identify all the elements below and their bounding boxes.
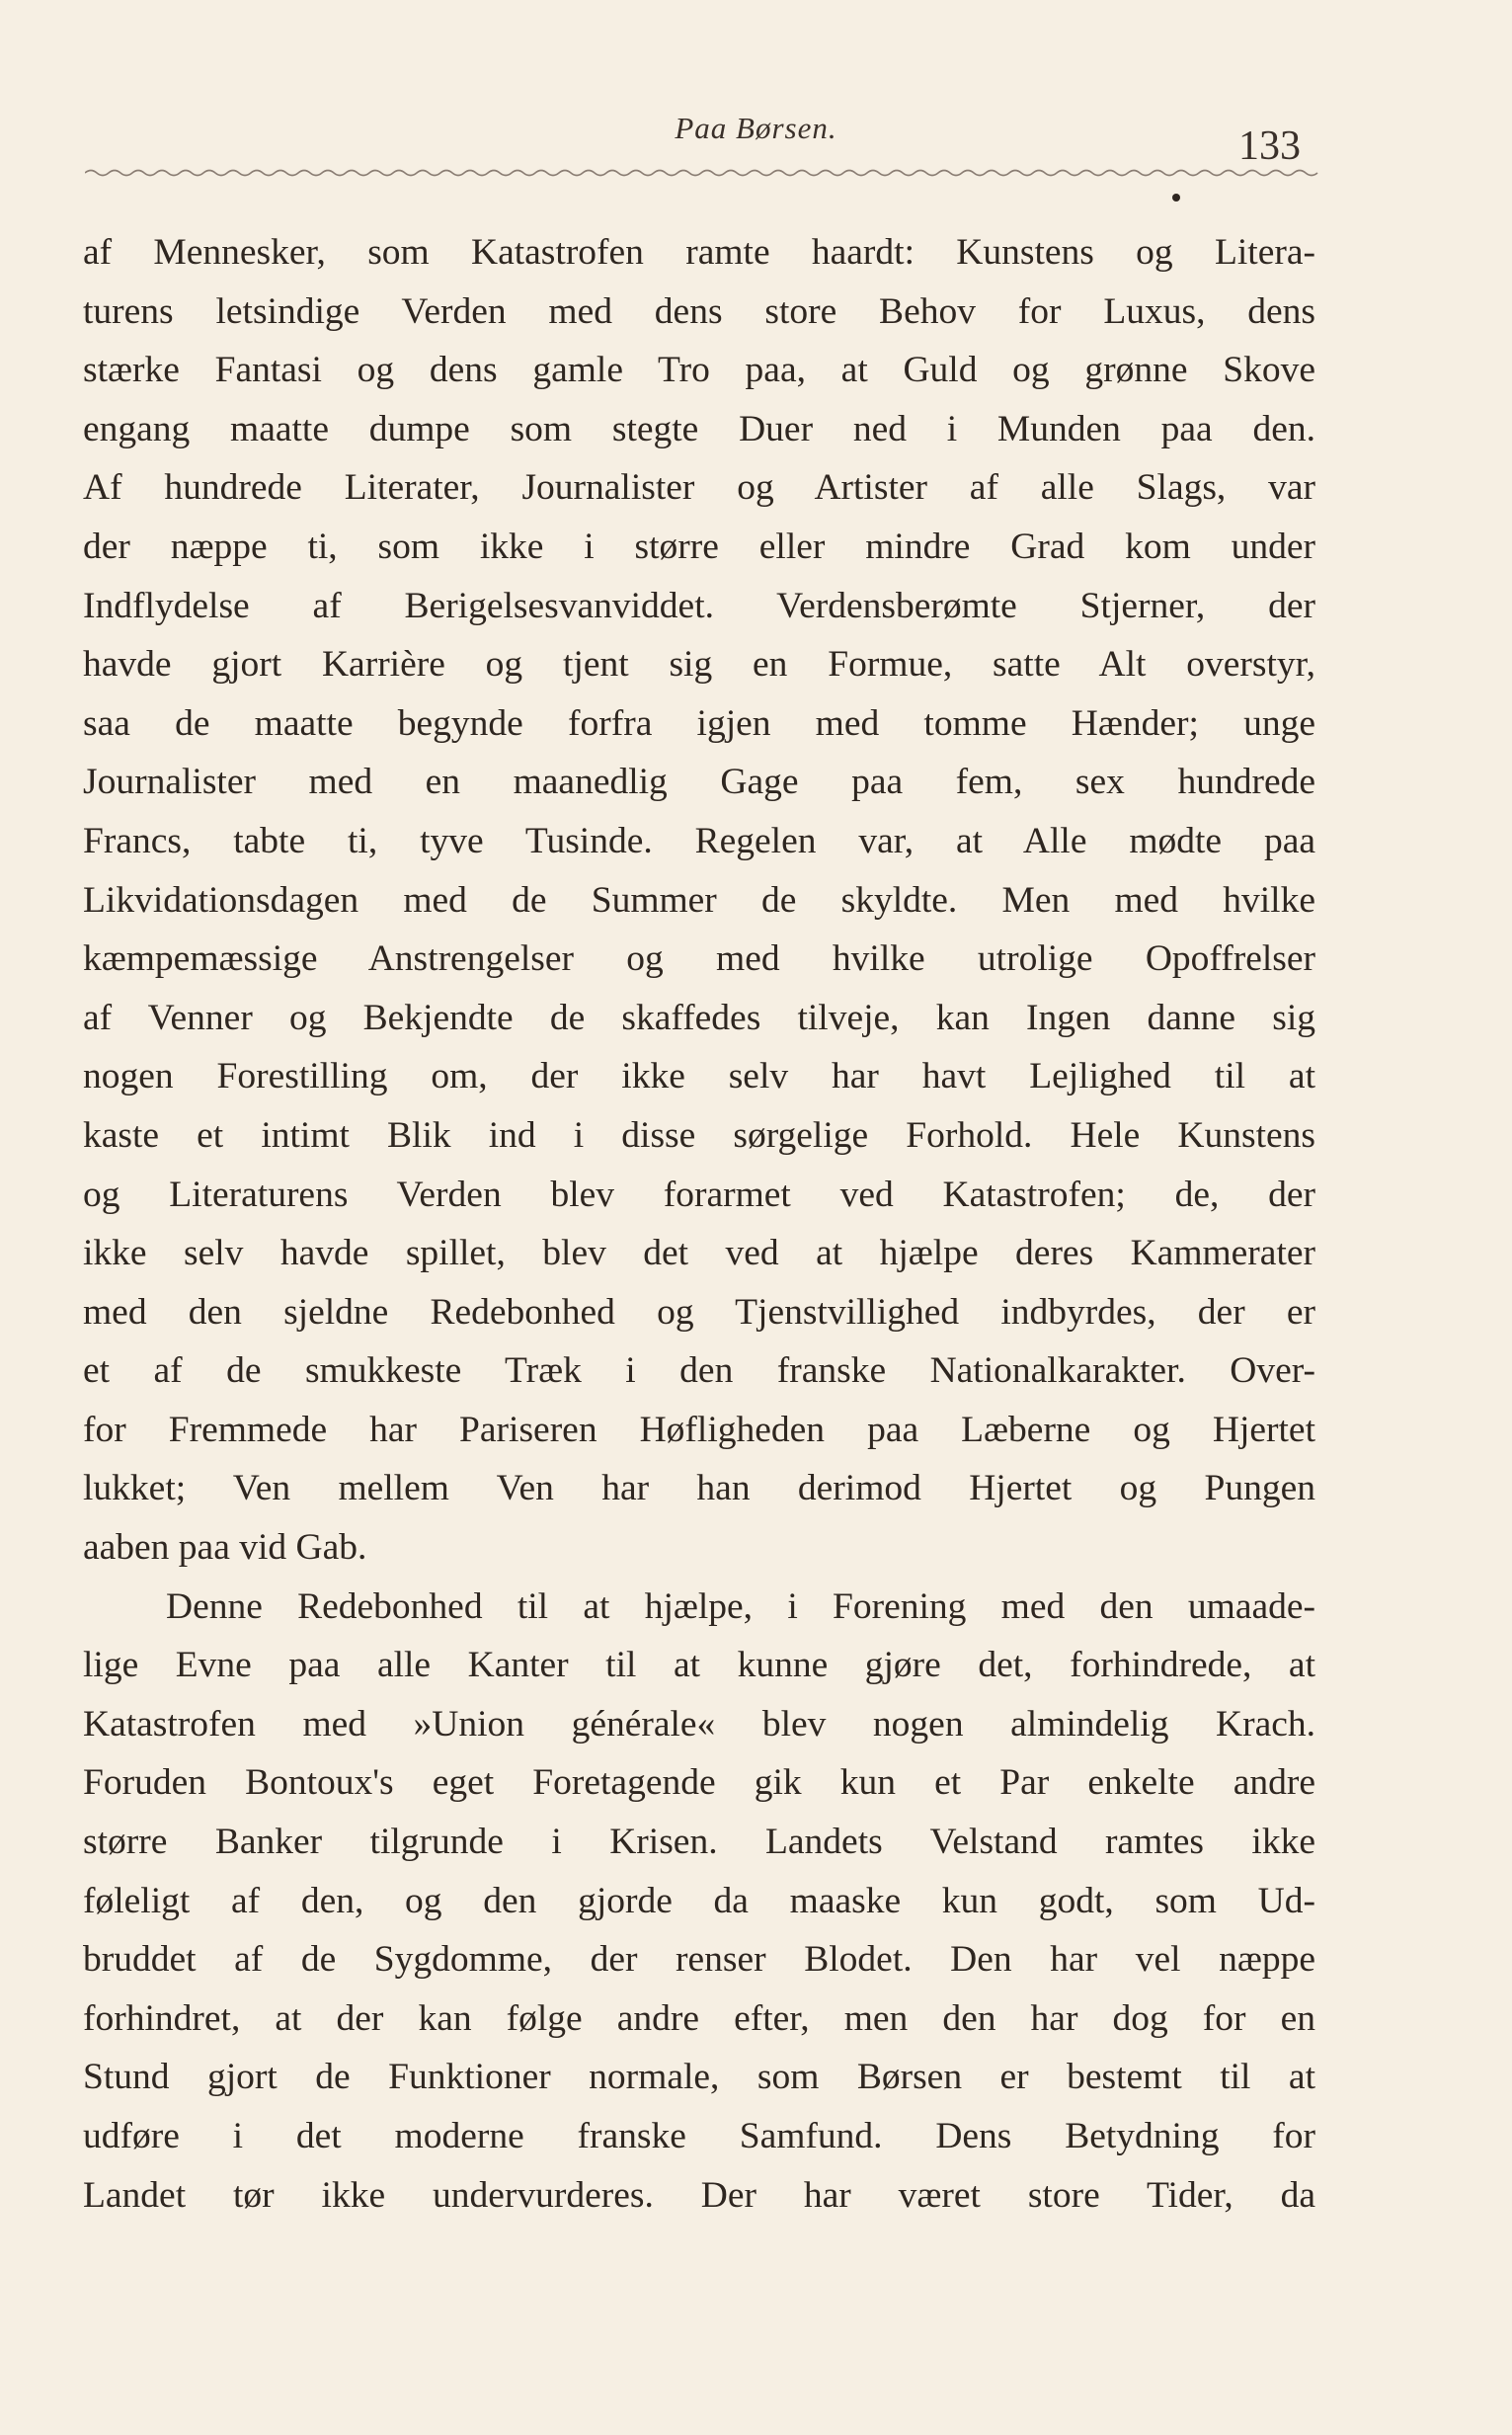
text-line: og Literaturens Verden blev forarmet ved Katastrofen; de, der bbox=[83, 1174, 1315, 1215]
text-line: Foruden Bontoux's eget Foretagende gik kun et Par enkelte andre bbox=[83, 1762, 1315, 1804]
text-line: større Banker tilgrunde i Krisen. Landets Velstand ramtes ikke bbox=[83, 1822, 1315, 1863]
text-line: saa de maatte begynde forfra igjen med tomme Hænder; unge bbox=[83, 702, 1315, 744]
text-line: stærke Fantasi og dens gamle Tro paa, at Guld og grønne Skove bbox=[83, 350, 1315, 391]
text-line: Af hundrede Literater, Journalister og Artister af alle Slags, var bbox=[83, 467, 1315, 509]
running-title: Paa Børsen. bbox=[675, 111, 837, 145]
body-text bbox=[83, 223, 1315, 2225]
text-line: kaste et intimt Blik ind i disse sørgelige Forhold. Hele Kunstens bbox=[83, 1114, 1315, 1156]
text-line: et af de smukkeste Træk i den franske Nationalkarakter. Over- bbox=[83, 1350, 1315, 1392]
text-line: Likvidationsdagen med de Summer de skyldte. Men med hvilke bbox=[83, 879, 1315, 921]
text-line: for Fremmede har Pariseren Høfligheden paa Læberne og Hjertet bbox=[83, 1409, 1315, 1450]
paragraph-end-line: aaben paa vid Gab. bbox=[83, 1527, 367, 1569]
text-line: lige Evne paa alle Kanter til at kunne gjøre det, forhindrede, at bbox=[83, 1645, 1315, 1686]
text-line: med den sjeldne Redebonhed og Tjenstvillighed indbyrdes, der er bbox=[83, 1291, 1315, 1333]
text-line: kæmpemæssige Anstrengelser og med hvilke utrolige Opoffrelser bbox=[83, 938, 1315, 980]
text-line: der næppe ti, som ikke i større eller mindre Grad kom under bbox=[83, 526, 1315, 567]
text-line: Stund gjort de Funktioner normale, som Børsen er bestemt til at bbox=[83, 2057, 1315, 2098]
text-line: udføre i det moderne franske Samfund. Dens Betydning for bbox=[83, 2116, 1315, 2156]
text-line: af Venner og Bekjendte de skaffedes tilveje, kan Ingen danne sig bbox=[83, 997, 1315, 1038]
text-line: havde gjort Karrière og tjent sig en Formue, satte Alt overstyr, bbox=[83, 644, 1315, 686]
ornament-dot bbox=[1172, 194, 1180, 202]
text-line: turens letsindige Verden med dens store Behov for Luxus, dens bbox=[83, 290, 1315, 332]
text-line: Francs, tabte ti, tyve Tusinde. Regelen var, at Alle mødte paa bbox=[83, 820, 1315, 861]
text-line: Indflydelse af Berigelsesvanviddet. Verdensberømte Stjerner, der bbox=[83, 585, 1315, 626]
text-line: Katastrofen med »Union générale« blev nogen almindelig Krach. bbox=[83, 1703, 1315, 1745]
text-line: engang maatte dumpe som stegte Duer ned i Munden paa den. bbox=[83, 408, 1315, 449]
decorative-wavy-rule bbox=[85, 166, 1319, 180]
page-number: 133 bbox=[1238, 123, 1301, 169]
text-line: af Mennesker, som Katastrofen ramte haardt: Kunstens og Litera- bbox=[83, 232, 1315, 273]
text-line: Journalister med en maanedlig Gage paa fem, sex hundrede bbox=[83, 762, 1315, 803]
text-line: nogen Forestilling om, der ikke selv har havt Lejlighed til at bbox=[83, 1056, 1315, 1097]
text-line: ikke selv havde spillet, blev det ved at hjælpe deres Kammerater bbox=[83, 1233, 1315, 1274]
paragraph-start-line: Denne Redebonhed til at hjælpe, i Forening med den umaade- bbox=[166, 1585, 1315, 1627]
text-line: føleligt af den, og den gjorde da maaske kun godt, som Ud- bbox=[83, 1880, 1315, 1921]
text-line: bruddet af de Sygdomme, der renser Blodet. Den har vel næppe bbox=[83, 1939, 1315, 1981]
text-line: lukket; Ven mellem Ven har han derimod Hjertet og Pungen bbox=[83, 1468, 1315, 1509]
text-line: Landet tør ikke undervurderes. Der har været store Tider, da bbox=[83, 2174, 1315, 2216]
text-line: forhindret, at der kan følge andre efter, men den har dog for en bbox=[83, 1997, 1315, 2039]
